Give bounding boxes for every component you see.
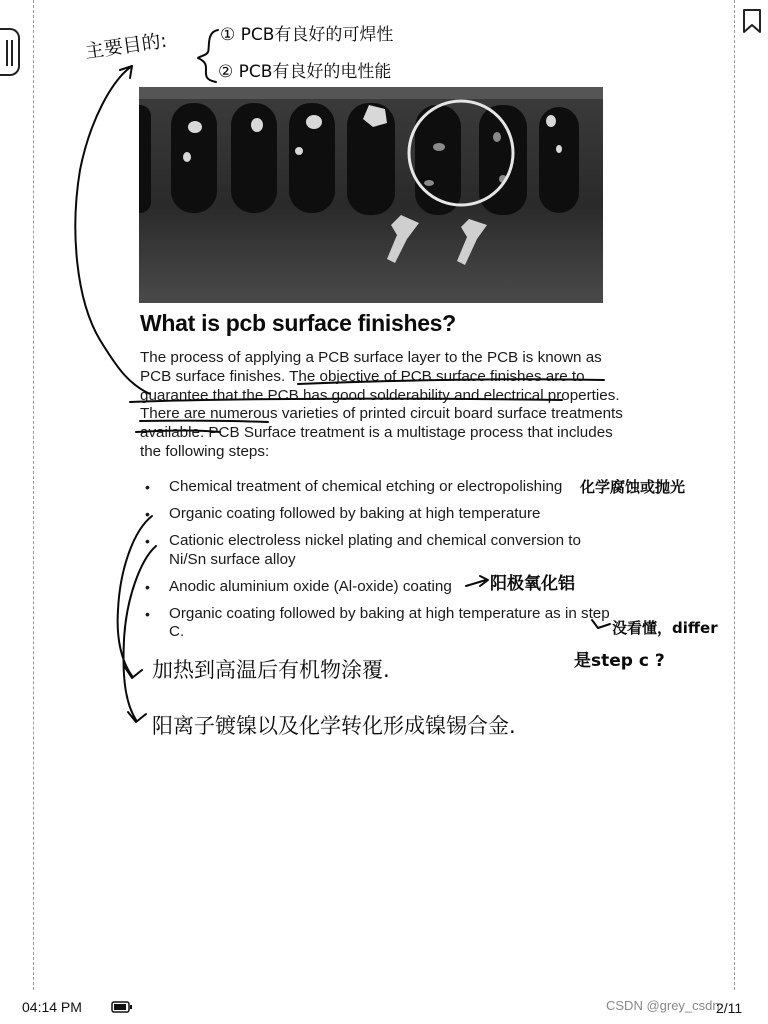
handwritten-note: 是step c ?	[574, 651, 665, 671]
paragraph-text: The process of applying a PCB surface layer to the PCB is known as PCB surface finishes.	[140, 349, 602, 385]
left-margin-guide	[33, 0, 34, 990]
highlighted-objective: The objective of PCB surface finishes are to guarantee that the PCB has good solderability and electrical properties.	[140, 367, 620, 404]
steps-list	[140, 478, 610, 650]
handwritten-note: ① PCB有良好的可焊性	[220, 25, 394, 45]
pcb-solder-photo	[139, 87, 603, 303]
battery-icon	[111, 1001, 133, 1013]
paragraph-text: There are numerous varieties of printed circuit board surface treatments available. PCB Surface treatment is a multistage process that includes the following steps:	[140, 405, 623, 460]
status-time: 04:14 PM	[22, 999, 82, 1015]
list-item: • Organic coating followed by baking at high temperature as in step C.	[140, 605, 610, 642]
section-heading: What is pcb surface finishes?	[140, 310, 456, 336]
handwritten-note: ② PCB有良好的电性能	[218, 62, 392, 82]
right-margin-guide	[734, 0, 735, 990]
list-item: • Anodic aluminium oxide (Al-oxide) coating	[140, 578, 610, 597]
handwritten-note: 没看懂，differ	[612, 619, 718, 637]
list-item: • Chemical treatment of chemical etching or electropolishing	[140, 478, 610, 497]
page-indicator[interactable]: 2/11	[716, 1000, 743, 1016]
handwritten-note: 化学腐蚀或抛光	[580, 478, 686, 496]
toc-tab-icon[interactable]	[0, 28, 20, 76]
handwritten-note: 主要目的:	[83, 29, 169, 63]
handwritten-note: 加热到高温后有机物涂覆.	[152, 658, 390, 682]
bookmark-icon[interactable]	[742, 8, 762, 34]
handwritten-note: 阳极氧化铝	[490, 574, 575, 594]
handwritten-note: 阳离子镀镍以及化学转化形成镍锡合金.	[152, 714, 516, 738]
list-item: • Cationic electroless nickel plating and chemical conversion to Ni/Sn surface alloy	[140, 532, 610, 569]
intro-paragraph	[140, 349, 630, 462]
watermark: CSDN @grey_csdn	[606, 998, 720, 1013]
list-item: • Organic coating followed by baking at high temperature	[140, 505, 610, 524]
